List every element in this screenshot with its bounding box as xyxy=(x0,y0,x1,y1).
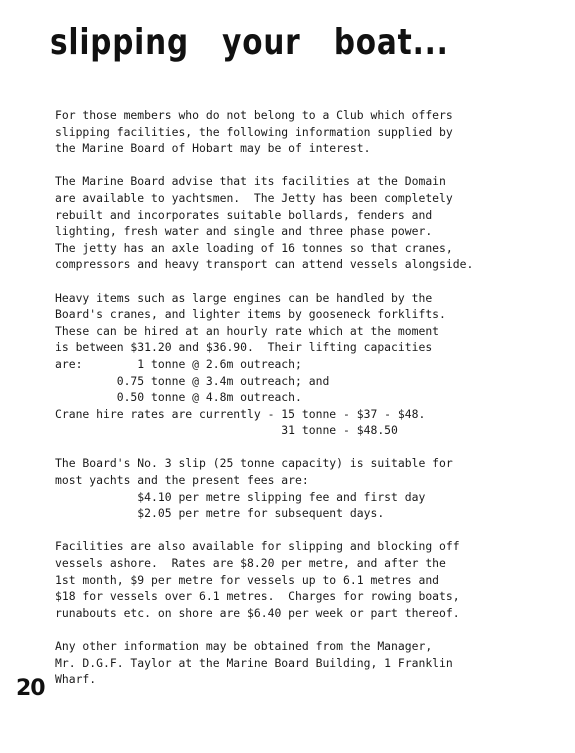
text-line: The jetty has an axle loading of 16 tonnes so that cranes, xyxy=(55,240,453,255)
page-title: slipping your boat... xyxy=(50,22,449,63)
text-line: 0.75 tonne @ 3.4m outreach; and xyxy=(55,373,330,388)
text-line: lighting, fresh water and single and three phase power. xyxy=(55,224,433,239)
text-line: rebuilt and incorporates suitable bollards, fenders and xyxy=(55,207,433,222)
paragraph-facilities xyxy=(55,173,550,273)
text-line: slipping facilities, the following information supplied by xyxy=(55,124,453,139)
text-line: is between $31.20 and $36.90. Their lifting capacities xyxy=(55,340,433,355)
text-line: Facilities are also available for slipping and blocking off xyxy=(55,539,460,554)
text-line: vessels ashore. Rates are $8.20 per metre, and after the xyxy=(55,556,446,571)
text-line: the Marine Board of Hobart may be of interest. xyxy=(55,141,371,156)
text-line: Crane hire rates are currently - 15 tonne - $37 - $48. xyxy=(55,406,426,421)
text-line: $2.05 per metre for subsequent days. xyxy=(55,506,385,521)
text-line: 31 tonne - $48.50 xyxy=(55,423,398,438)
text-line: compressors and heavy transport can attend vessels alongside. xyxy=(55,257,474,272)
text-line: runabouts etc. on shore are $6.40 per week or part thereof. xyxy=(55,605,460,620)
text-line: 0.50 tonne @ 4.8m outreach. xyxy=(55,390,302,405)
text-line: are available to yachtsmen. The Jetty has been completely xyxy=(55,190,453,205)
text-line: The Marine Board advise that its facilities at the Domain xyxy=(55,174,446,189)
text-line: Any other information may be obtained from the Manager, xyxy=(55,639,433,653)
paragraph-contact xyxy=(55,638,550,688)
text-line: $4.10 per metre slipping fee and first day xyxy=(55,489,426,504)
paragraph-slip-fees xyxy=(55,455,550,521)
text-line: These can be hired at an hourly rate which at the moment xyxy=(55,323,440,338)
text-line: 1st month, $9 per metre for vessels up to 6.1 metres and xyxy=(55,572,440,587)
paragraph-blocking xyxy=(55,538,550,621)
text-line: are: 1 tonne @ 2.6m outreach; xyxy=(55,356,302,371)
text-line: $18 for vessels over 6.1 metres. Charges for rowing boats, xyxy=(55,589,460,604)
paragraph-cranes xyxy=(55,290,550,439)
article-body xyxy=(55,107,550,704)
page-number: 20 xyxy=(16,676,45,701)
text-line: The Board's No. 3 slip (25 tonne capacity) is suitable for xyxy=(55,456,453,471)
text-line: Heavy items such as large engines can be handled by the xyxy=(55,290,433,305)
text-line: Mr. D.G.F. Taylor at the Marine Board Building, 1 Franklin xyxy=(55,655,453,670)
text-line: Board's cranes, and lighter items by gooseneck forklifts. xyxy=(55,307,446,322)
text-line: For those members who do not belong to a Club which offers xyxy=(55,108,453,122)
paragraph-intro xyxy=(55,107,550,157)
text-line: Wharf. xyxy=(55,672,97,687)
text-line: most yachts and the present fees are: xyxy=(55,473,309,488)
